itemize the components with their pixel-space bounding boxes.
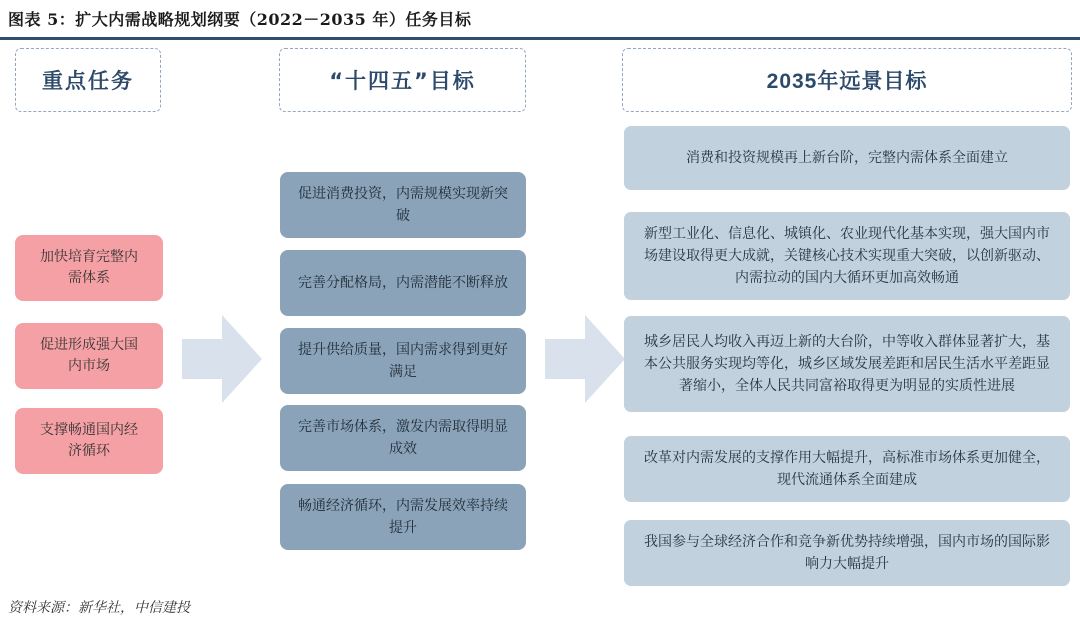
- header-2035-vision-goals: 2035年远景目标: [622, 48, 1072, 112]
- right-arrow-icon: [182, 315, 264, 403]
- key-task-box: 加快培育完整内需体系: [15, 235, 163, 301]
- figure-title: 图表 5：扩大内需战略规划纲要（2022－2035 年）任务目标: [8, 10, 472, 29]
- plan-goal-box: 畅通经济循环，内需发展效率持续提升: [280, 484, 526, 550]
- vision-goal-box: 新型工业化、信息化、城镇化、农业现代化基本实现，强大国内市场建设取得更大成就，关键核心技术实现重大突破，以创新驱动、内需拉动的国内大循环更加高效畅通: [624, 212, 1070, 300]
- header-key-tasks: 重点任务: [15, 48, 161, 112]
- key-task-box: 支撑畅通国内经济循环: [15, 408, 163, 474]
- right-arrow-icon: [545, 315, 627, 403]
- plan-goal-box: 促进消费投资，内需规模实现新突破: [280, 172, 526, 238]
- vision-goal-box: 我国参与全球经济合作和竞争新优势持续增强，国内市场的国际影响力大幅提升: [624, 520, 1070, 586]
- source-note: 资料来源：新华社，中信建投: [8, 600, 190, 616]
- plan-goal-box: 提升供给质量，国内需求得到更好满足: [280, 328, 526, 394]
- key-task-box: 促进形成强大国内市场: [15, 323, 163, 389]
- header-14th-plan-goals: “十四五”目标: [279, 48, 526, 112]
- vision-goal-box: 消费和投资规模再上新台阶，完整内需体系全面建立: [624, 126, 1070, 190]
- title-rule: [0, 37, 1080, 40]
- plan-goal-box: 完善分配格局，内需潜能不断释放: [280, 250, 526, 316]
- vision-goal-box: 城乡居民人均收入再迈上新的大台阶，中等收入群体显著扩大，基本公共服务实现均等化，城乡区域发展差距和居民生活水平差距显著缩小，全体人民共同富裕取得更为明显的实质性进展: [624, 316, 1070, 412]
- plan-goal-box: 完善市场体系，激发内需取得明显成效: [280, 405, 526, 471]
- vision-goal-box: 改革对内需发展的支撑作用大幅提升，高标准市场体系更加健全，现代流通体系全面建成: [624, 436, 1070, 502]
